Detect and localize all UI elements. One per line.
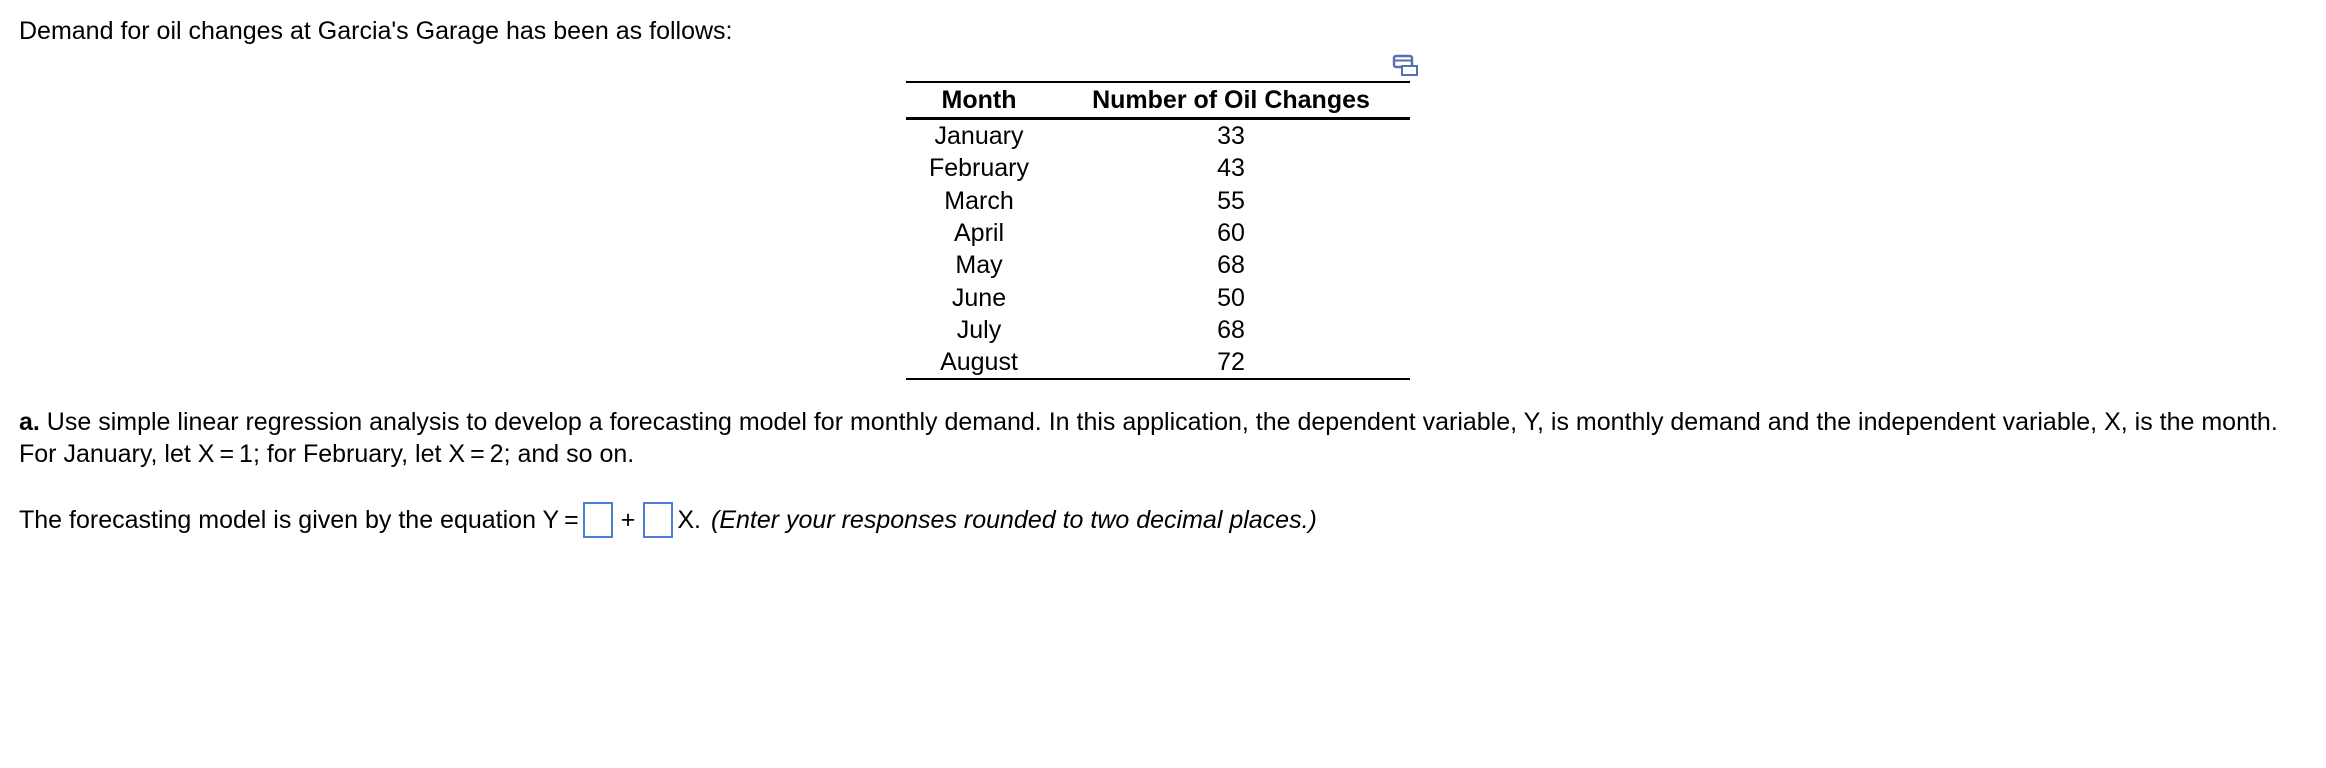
value-cell: 68 xyxy=(1217,251,1245,280)
oil-changes-table xyxy=(906,81,1410,380)
slope-input[interactable] xyxy=(643,502,673,538)
answer-instruction: (Enter your responses rounded to two decimal places.) xyxy=(711,506,1317,534)
intro-text: Demand for oil changes at Garcia's Garage has been as follows: xyxy=(19,17,733,45)
table-row xyxy=(906,346,1410,379)
question-label: a. xyxy=(19,408,40,436)
value-cell: 55 xyxy=(1217,186,1245,215)
answer-line xyxy=(19,502,1317,538)
table-row xyxy=(906,119,1410,153)
month-cell: March xyxy=(944,186,1014,215)
month-cell: July xyxy=(956,315,1002,344)
table-row xyxy=(906,185,1410,217)
value-cell: 60 xyxy=(1217,219,1245,248)
month-cell: August xyxy=(940,348,1018,377)
table-row xyxy=(906,152,1410,184)
question-text: Use simple linear regression analysis to develop a forecasting model for monthly demand. In this application, the dependent variable, Y, is monthly demand and the independent variable, X, is the month. For January, let X = 1; for February, let X = 2; and so on. xyxy=(19,408,2278,468)
value-cell: 43 xyxy=(1217,154,1245,183)
value-cell: 33 xyxy=(1217,122,1245,151)
month-cell: January xyxy=(934,122,1024,151)
table-row xyxy=(906,314,1410,346)
table-row xyxy=(906,281,1410,313)
answer-suffix: X. xyxy=(677,506,701,534)
question-a xyxy=(19,406,2309,470)
month-cell: February xyxy=(928,154,1030,183)
header-month: Month xyxy=(906,82,1052,119)
table-row xyxy=(906,249,1410,281)
month-cell: May xyxy=(955,251,1003,280)
header-number-of-oil-changes: Number of Oil Changes xyxy=(1052,82,1410,119)
table-header-row xyxy=(906,82,1410,119)
answer-prefix: The forecasting model is given by the equation Y = xyxy=(19,506,579,534)
month-cell: June xyxy=(951,283,1007,312)
table-row xyxy=(906,217,1410,249)
copy-data-icon[interactable] xyxy=(1392,54,1420,78)
value-cell: 50 xyxy=(1217,283,1245,312)
plus-sign: + xyxy=(620,506,636,534)
intercept-input[interactable] xyxy=(583,502,613,538)
value-cell: 68 xyxy=(1217,315,1245,344)
value-cell: 72 xyxy=(1217,348,1245,377)
month-cell: April xyxy=(953,219,1004,248)
